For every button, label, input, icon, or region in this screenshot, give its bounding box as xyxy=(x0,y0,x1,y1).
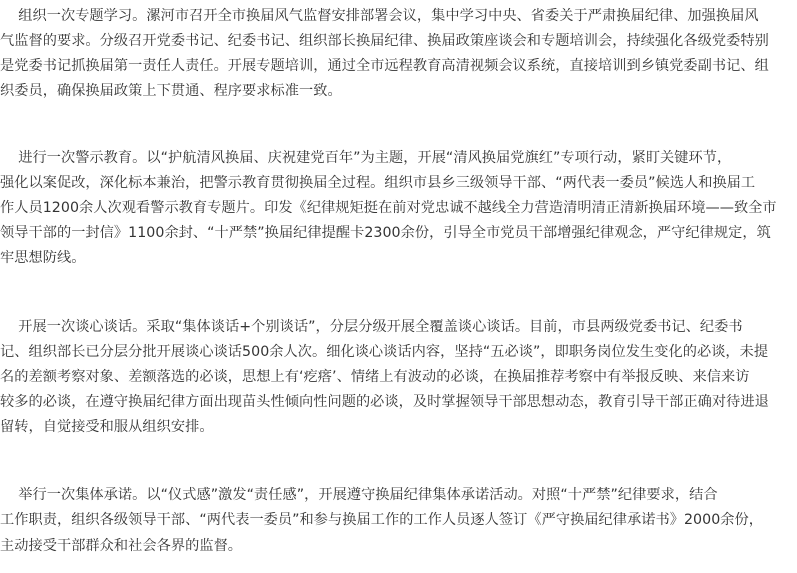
text-line: 开展一次谈心谈话。采取“集体谈话+个别谈话”，分层分级开展全覆盖谈心谈话。目前，市县两级党委书记、纪委书 xyxy=(0,319,743,335)
text-line: 领导干部的一封信》1100余封、“十严禁”换届纪律提醒卡2300余份，引导全市党员干部增强纪律观念，严守纪律规定，筑 xyxy=(0,225,771,241)
text-line: 较多的必谈，在遵守换届纪律方面出现苗头性倾向性问题的必谈，及时掌握领导干部思想动态，教育引导干部正确对待进退 xyxy=(0,394,769,410)
text-line: 是党委书记抓换届第一责任人责任。开展专题培训，通过全市远程教育高清视频会议系统，直接培训到乡镇党委副书记、组 xyxy=(0,58,769,74)
text-line: 气监督的要求。分级召开党委书记、纪委书记、组织部长换届纪律、换届政策座谈会和专题培训会，持续强化各级党委特别 xyxy=(0,33,769,49)
text-line: 举行一次集体承诺。以“仪式感”激发“责任感”，开展遵守换届纪律集体承诺活动。对照“十严禁”纪律要求，结合 xyxy=(0,487,718,503)
text-line: 作人员1200余人次观看警示教育专题片。印发《纪律规矩挺在前对党忠诚不越线全力营造清明清正清新换届环境——致全市 xyxy=(0,200,777,216)
text-line: 工作职责，组织各级领导干部、“两代表一委员”和参与换届工作的工作人员逐人签订《严守换届纪律承诺书》2000余份， xyxy=(0,512,763,528)
text-line: 进行一次警示教育。以“护航清风换届、庆祝建党百年”为主题，开展“清风换届党旗红”专项行动，紧盯关键环节， xyxy=(0,150,732,166)
text-line: 留转，自觉接受和服从组织安排。 xyxy=(0,419,214,435)
text-line: 牢思想防线。 xyxy=(0,250,86,266)
text-line: 织委员，确保换届政策上下贯通、程序要求标准一致。 xyxy=(0,83,342,99)
text-line: 名的差额考察对象、差额落选的必谈，思想上有‘疙瘩’、情绪上有波动的必谈，在换届推荐考察中有举报反映、来信来访 xyxy=(0,369,750,385)
text-line: 记、组织部长已分层分批开展谈心谈话500余人次。细化谈心谈话内容，坚持“五必谈”，即职务岗位发生变化的必谈，未提 xyxy=(0,344,769,360)
text-line: 主动接受干部群众和社会各界的监督。 xyxy=(0,538,243,554)
text-line: 强化以案促改，深化标本兼治，把警示教育贯彻换届全过程。组织市县乡三级领导干部、“两代表一委员”候选人和换届工 xyxy=(0,175,756,191)
text-line: 组织一次专题学习。漯河市召开全市换届风气监督安排部署会议，集中学习中央、省委关于严肃换届纪律、加强换届风 xyxy=(0,8,759,24)
